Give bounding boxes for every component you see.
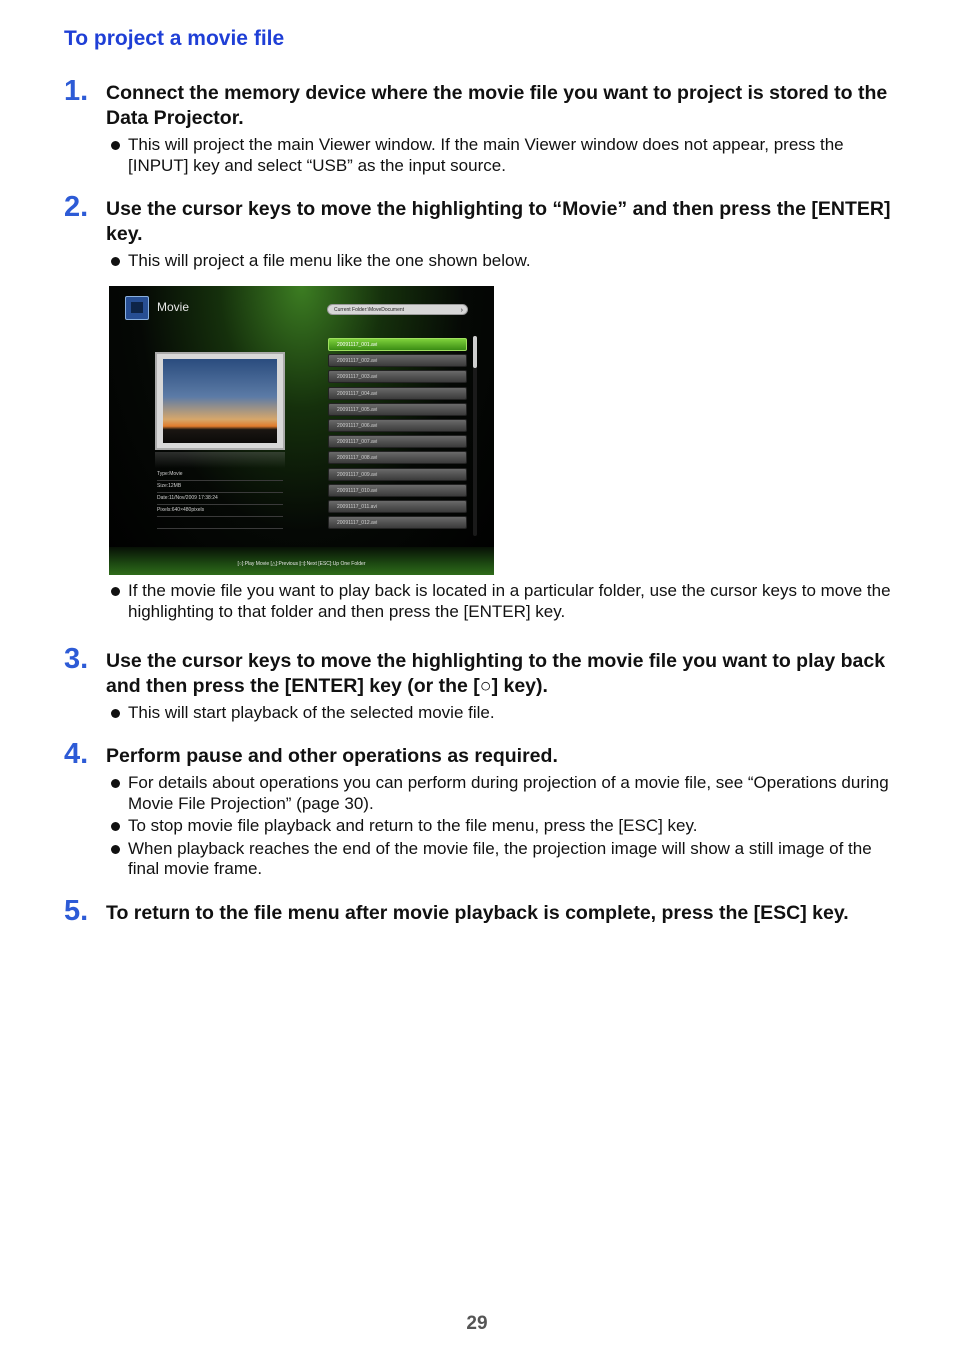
sunset-thumbnail-image [163,359,277,443]
bullet-item: This will project a file menu like the one shown below. [106,251,904,272]
bullet-list [106,135,904,176]
bullet-list [106,703,904,724]
step-title: Perform pause and other operations as required. [106,745,558,767]
file-item[interactable]: 20091117_002.avi [328,354,467,367]
step-number: 3. [64,643,89,675]
file-list [328,338,467,532]
step-4 [64,738,904,882]
file-item[interactable]: 20091117_006.avi [328,419,467,432]
step-5 [64,895,904,927]
file-item[interactable]: 20091117_005.avi [328,403,467,416]
info-pixels: Pixels:640×480pixels [157,505,283,517]
step-title: Use the cursor keys to move the highlighting to “Movie” and then press the [ENTER] key. [106,198,891,245]
help-text: [○]:Play Movie [△]:Previous [□]:Next [ESC]:Up One Folder [237,561,366,567]
step-title: To return to the file menu after movie playback is complete, press the [ESC] key. [106,902,849,924]
scrollbar[interactable] [473,336,477,536]
info-empty [157,517,283,529]
step-2-continued [64,581,904,624]
bullet-list [106,251,904,272]
bullet-item: For details about operations you can perform during projection of a movie file, see “Operations during Movie File Projection” (page 30). [106,773,904,814]
file-item[interactable]: 20091117_012.avi [328,516,467,529]
scrollbar-thumb[interactable] [473,336,477,368]
thumbnail-reflection [155,452,285,468]
step-number: 1. [64,75,89,107]
bullet-list [106,581,904,622]
bullet-item: When playback reaches the end of the movie file, the projection image will show a still image of the final movie frame. [106,839,904,880]
file-item[interactable]: 20091117_007.avi [328,435,467,448]
section-heading: To project a movie file [64,27,285,50]
file-item[interactable]: 20091117_010.avi [328,484,467,497]
info-size: Size:12MB [157,481,283,493]
page-number: 29 [466,1313,488,1334]
screen-title: Movie [157,300,190,314]
step-number: 5. [64,895,89,927]
file-item[interactable]: 20091117_008.avi [328,451,467,464]
step-title: Connect the memory device where the movie file you want to project is stored to the Data Projector. [106,82,888,129]
step-3 [64,643,904,726]
thumbnail-frame [155,352,285,450]
bullet-list [106,773,904,880]
chevron-right-icon: › [460,307,463,314]
file-menu-screenshot [109,286,494,575]
step-title: Use the cursor keys to move the highlighting to the movie file you want to play back and then press the [ENTER] key (or the [○] key). [106,650,886,697]
current-folder-bar [327,304,468,315]
file-item[interactable]: 20091117_004.avi [328,387,467,400]
info-type: Type:Movie [157,469,283,481]
file-item[interactable]: 20091117_011.avi [328,500,467,513]
file-item[interactable]: 20091117_009.avi [328,468,467,481]
step-number: 2. [64,191,89,223]
info-date: Date:11/Nov/2009 17:38:24 [157,493,283,505]
bullet-item: If the movie file you want to play back is located in a particular folder, use the cursor keys to move the highlighting to that folder and then press the [ENTER] key. [106,581,904,622]
step-1 [64,75,904,178]
folder-label: Current Folder:\MoveDocument [334,307,405,313]
movie-icon [125,296,149,320]
file-item-selected[interactable]: 20091117_001.avi [328,338,467,351]
bullet-item: This will project the main Viewer window. If the main Viewer window does not appear, press the [INPUT] key and select “USB” as the input source. [106,135,904,176]
file-item[interactable]: 20091117_003.avi [328,370,467,383]
bullet-item: This will start playback of the selected movie file. [106,703,904,724]
step-number: 4. [64,738,89,770]
file-info-panel [157,469,283,529]
bullet-item: To stop movie file playback and return to the file menu, press the [ESC] key. [106,816,904,837]
step-2 [64,191,904,274]
